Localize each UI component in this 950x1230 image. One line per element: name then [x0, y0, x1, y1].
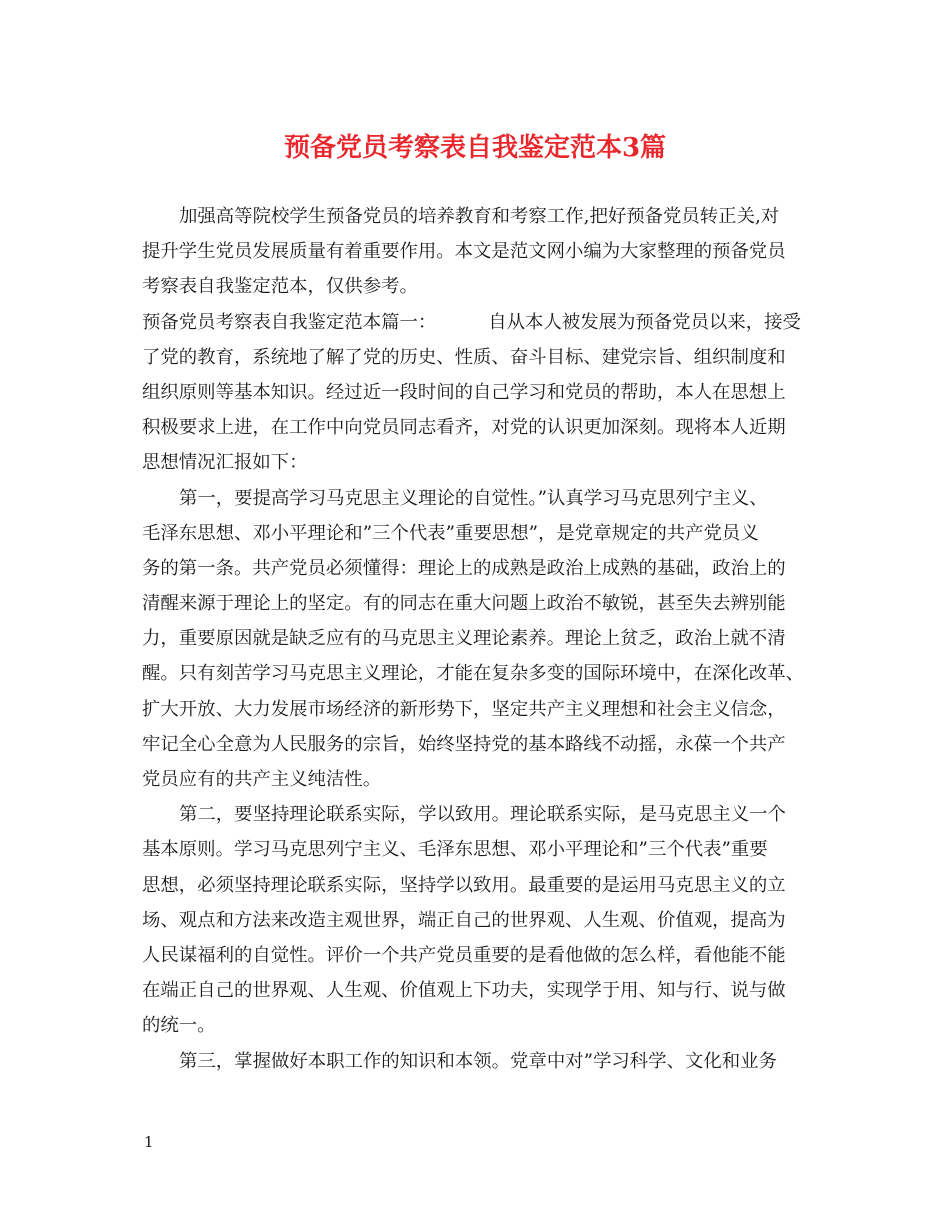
- body-line: 扩大开放、大力发展市场经济的新形势下，坚定共产主义理想和社会主义信念，: [142, 698, 786, 720]
- section-heading: 预备党员考察表自我鉴定范本篇一：: [142, 311, 437, 333]
- document-body: [142, 199, 822, 1079]
- body-line: 醒。只有刻苦学习马克思主义理论，才能在复杂多变的国际环境中，在深化改革、: [142, 663, 805, 685]
- body-line: 党员应有的共产主义纯洁性。: [142, 769, 382, 790]
- body-line-section-heading: [142, 305, 822, 340]
- body-line: 人民谋福利的自觉性。评价一个共产党员重要的是看他做的怎么样，看他能不能: [142, 944, 786, 966]
- body-line: 场、观点和方法来改造主观世界，端正自己的世界观、人生观、价值观，提高为: [142, 909, 786, 931]
- body-line: 毛泽东思想、邓小平理论和”三个代表”重要思想”，是党章规定的共产党员义: [142, 522, 759, 544]
- body-line: 加强高等院校学生预备党员的培养教育和考察工作,把好预备党员转正关,对: [179, 206, 780, 227]
- body-line: 基本原则。学习马克思列宁主义、毛泽东思想、邓小平理论和”三个代表”重要: [142, 839, 768, 861]
- body-line: 积极要求上进，在工作中向党员同志看齐，对党的认识更加深刻。现将本人近期: [142, 417, 786, 439]
- body-line: 清醒来源于理论上的坚定。有的同志在重大问题上政治不敏锐，甚至失去辨别能: [142, 593, 786, 615]
- body-text: 自从本人被发展为预备党员以来，接受: [488, 311, 801, 333]
- body-line: 考察表自我鉴定范本，仅供参考。: [142, 276, 418, 298]
- body-line: 第二，要坚持理论联系实际，学以致用。理论联系实际，是马克思主义一个: [179, 804, 786, 826]
- body-line: 牢记全心全意为人民服务的宗旨，始终坚持党的基本路线不动摇，永葆一个共产: [142, 733, 786, 755]
- page-number: 1: [144, 1133, 154, 1151]
- document-title: 预备党员考察表自我鉴定范本3篇: [283, 133, 667, 163]
- body-line: 组织原则等基本知识。经过近一段时间的自己学习和党员的帮助，本人在思想上: [142, 381, 786, 403]
- body-line: 提升学生党员发展质量有着重要作用。本文是范文网小编为大家整理的预备党员: [142, 241, 786, 263]
- body-line: 力，重要原因就是缺乏应有的马克思主义理论素养。理论上贫乏，政治上就不清: [142, 628, 786, 650]
- body-line: 思想，必须坚持理论联系实际，坚持学以致用。最重要的是运用马克思主义的立: [142, 874, 786, 896]
- body-line: 务的第一条。共产党员必须懂得：理论上的成熟是政治上成熟的基础，政治上的: [142, 557, 786, 579]
- body-line: 思想情况汇报如下：: [142, 452, 308, 474]
- body-line: 第一，要提高学习马克思主义理论的自觉性。”认真学习马克思列宁主义、: [179, 487, 768, 509]
- body-line: 第三，掌握做好本职工作的知识和本领。党章中对”学习科学、文化和业务: [179, 1050, 777, 1072]
- body-line: 在端正自己的世界观、人生观、价值观上下功夫，实现学于用、知与行、说与做: [142, 980, 786, 1002]
- body-line: 了党的教育，系统地了解了党的历史、性质、奋斗目标、建党宗旨、组织制度和: [142, 346, 786, 368]
- body-line: 的统一。: [142, 1015, 216, 1037]
